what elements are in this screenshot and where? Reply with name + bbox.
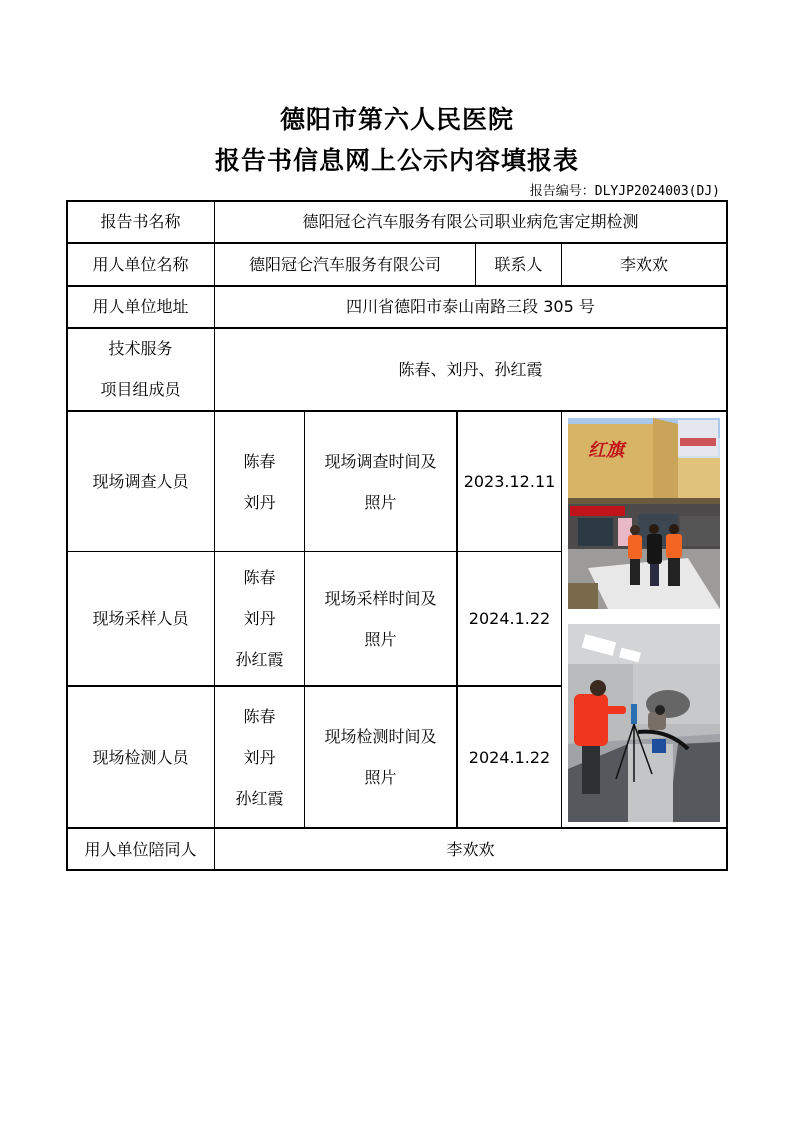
testing-photo <box>568 624 720 822</box>
page-title-form: 报告书信息网上公示内容填报表 <box>214 146 579 175</box>
escort-value: 李欢欢 <box>446 839 495 859</box>
report-number-label: 报告编号： <box>529 184 595 199</box>
testing-person: 陈春 <box>243 706 276 726</box>
testing-date: 2024.1.22 <box>468 747 551 767</box>
testing-staff-names <box>215 687 304 827</box>
survey-time-label-line1: 现场调查时间及 <box>324 451 437 471</box>
survey-photo-image <box>568 418 720 609</box>
testing-staff-label: 现场检测人员 <box>92 747 189 767</box>
team-members-label <box>67 328 214 410</box>
sampling-date: 2024.1.22 <box>468 609 551 628</box>
sampling-person: 陈春 <box>243 568 276 587</box>
page-title-hospital: 德阳市第六人民医院 <box>279 105 514 134</box>
sampling-time-label-line2: 照片 <box>364 629 397 649</box>
report-number <box>530 180 720 199</box>
testing-time-label <box>305 687 456 827</box>
survey-person: 刘丹 <box>243 492 276 512</box>
testing-person: 刘丹 <box>243 747 276 767</box>
table-border-right <box>726 200 728 871</box>
survey-staff-names <box>215 412 304 551</box>
survey-staff-label: 现场调查人员 <box>92 472 189 491</box>
report-name-label: 报告书名称 <box>100 212 181 231</box>
svg-text:红旗: 红旗 <box>588 440 624 461</box>
escort-label: 用人单位陪同人 <box>84 839 197 859</box>
sampling-staff-names <box>215 552 304 685</box>
sampling-person: 刘丹 <box>243 609 276 628</box>
survey-person: 陈春 <box>243 451 276 471</box>
team-members-value: 陈春、刘丹、孙红霞 <box>398 359 543 379</box>
col-divider <box>561 410 562 828</box>
survey-photo <box>568 418 720 609</box>
sampling-staff-label: 现场采样人员 <box>92 609 189 628</box>
team-label-line2: 项目组成员 <box>100 380 181 399</box>
sampling-time-label-line1: 现场采样时间及 <box>324 588 437 608</box>
sampling-time-label <box>305 552 456 685</box>
contact-label: 联系人 <box>494 254 543 274</box>
contact-value: 李欢欢 <box>619 254 668 274</box>
testing-person: 孙红霞 <box>235 788 284 808</box>
employer-address-label: 用人单位地址 <box>92 297 189 316</box>
employer-name-label: 用人单位名称 <box>92 254 189 274</box>
sampling-person: 孙红霞 <box>235 650 284 669</box>
testing-time-label-line2: 照片 <box>364 768 397 787</box>
employer-address-value: 四川省德阳市泰山南路三段 305 号 <box>346 297 595 316</box>
report-name-value: 德阳冠仑汽车服务有限公司职业病危害定期检测 <box>302 212 639 231</box>
testing-photo-image <box>568 624 720 822</box>
team-label-line1: 技术服务 <box>108 339 173 358</box>
survey-date: 2023.12.11 <box>463 472 556 491</box>
employer-name-value: 德阳冠仑汽车服务有限公司 <box>248 254 441 274</box>
survey-time-label <box>305 412 456 551</box>
testing-time-label-line1: 现场检测时间及 <box>324 727 437 746</box>
report-number-value: DLYJP2024003(DJ) <box>594 184 720 199</box>
survey-time-label-line2: 照片 <box>364 492 397 512</box>
